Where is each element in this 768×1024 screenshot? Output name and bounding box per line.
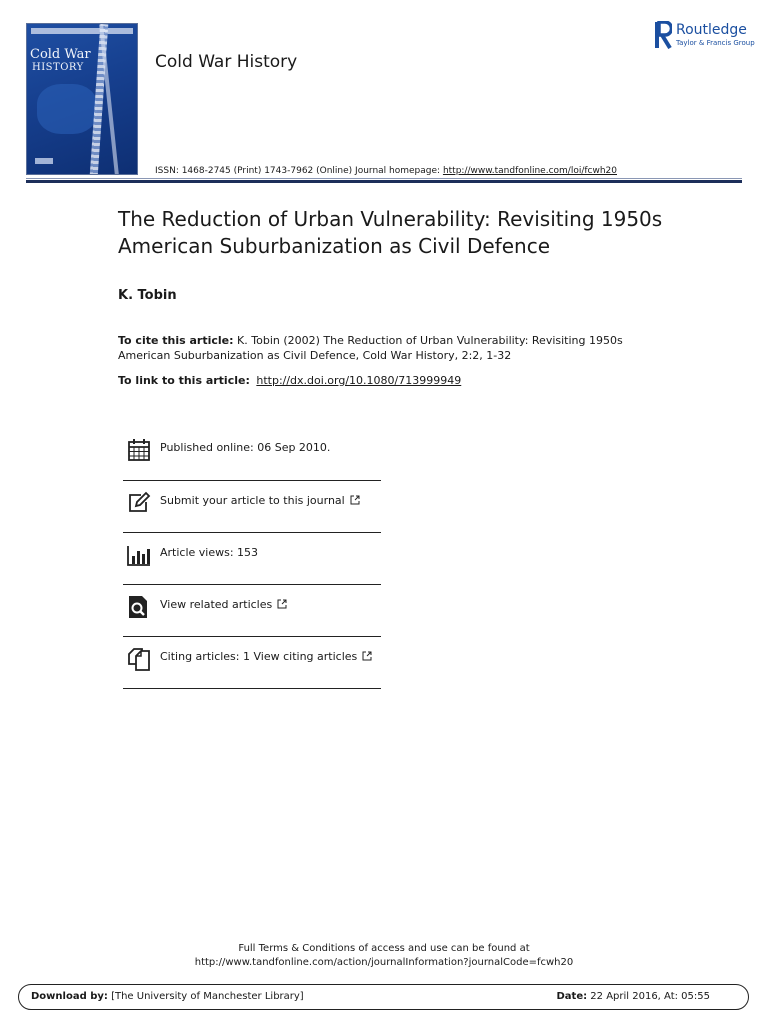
download-date-label: Date: (556, 991, 588, 1002)
document-search-icon (127, 595, 151, 619)
article-info-list (123, 428, 381, 689)
cover-subtitle: HISTORY (32, 62, 84, 73)
cover-corner-strip (128, 163, 138, 175)
issn-text: ISSN: 1468-2745 (Print) 1743-7962 (Online) Journal homepage: (155, 166, 441, 176)
submit-article-row[interactable] (123, 481, 381, 533)
related-articles-row[interactable] (123, 585, 381, 637)
edit-icon (127, 491, 151, 515)
copy-documents-icon (127, 647, 151, 671)
citation-text: K. Tobin (2002) The Reduction of Urban Vulnerability: Revisiting 1950s American Suburbanization as Civil Defence, Cold War History, 2:2, 1-32 (118, 334, 623, 362)
routledge-logo-icon (654, 21, 672, 49)
citation-block (118, 333, 658, 363)
cover-top-bar (31, 28, 133, 34)
article-link-label: To link to this article: (118, 374, 250, 387)
terms-url[interactable]: http://www.tandfonline.com/action/journalInformation?journalCode=fcwh20 (194, 957, 574, 968)
issn-line (155, 166, 617, 176)
calendar-icon (127, 438, 151, 462)
article-link-line (118, 374, 461, 387)
download-date (556, 991, 710, 1002)
cover-map-graphic (37, 84, 97, 134)
related-articles-link[interactable]: View related articles (160, 598, 287, 611)
terms-text: Full Terms & Conditions of access and use can be found at (238, 943, 530, 954)
publisher-name: Routledge (676, 22, 747, 38)
journal-cover-image (26, 23, 138, 175)
download-info-bar (18, 984, 749, 1010)
published-online-text: Published online: 06 Sep 2010. (160, 441, 331, 454)
download-by-value: [The University of Manchester Library] (107, 991, 304, 1002)
publisher-group: Taylor & Francis Group (676, 39, 755, 47)
published-online-row (123, 428, 381, 481)
download-by-label: Download by: (31, 991, 108, 1002)
header-rule-thin (26, 178, 742, 179)
journal-name: Cold War History (155, 52, 298, 72)
external-link-icon (362, 651, 372, 661)
external-link-icon (277, 599, 287, 609)
citing-articles-row[interactable] (123, 637, 381, 689)
doi-link[interactable]: http://dx.doi.org/10.1080/713999949 (256, 374, 462, 387)
citation-label: To cite this article: (118, 334, 234, 347)
bar-chart-icon (127, 543, 151, 567)
header-rule (26, 180, 742, 183)
citing-articles-link[interactable]: Citing articles: 1 View citing articles (160, 650, 372, 663)
download-by (31, 991, 304, 1002)
article-views-row (123, 533, 381, 585)
article-views-text: Article views: 153 (160, 546, 259, 559)
cover-title: Cold War (30, 47, 91, 62)
cover-publisher-logo (35, 158, 53, 164)
download-date-value: 22 April 2016, At: 05:55 (587, 991, 710, 1002)
external-link-icon (350, 495, 360, 505)
submit-article-link[interactable]: Submit your article to this journal (160, 494, 360, 507)
journal-homepage-link[interactable]: http://www.tandfonline.com/loi/fcwh20 (442, 166, 617, 176)
article-title: The Reduction of Urban Vulnerability: Revisiting 1950s American Suburbanization as Civil Defence (118, 207, 663, 258)
article-author: K. Tobin (118, 288, 177, 303)
